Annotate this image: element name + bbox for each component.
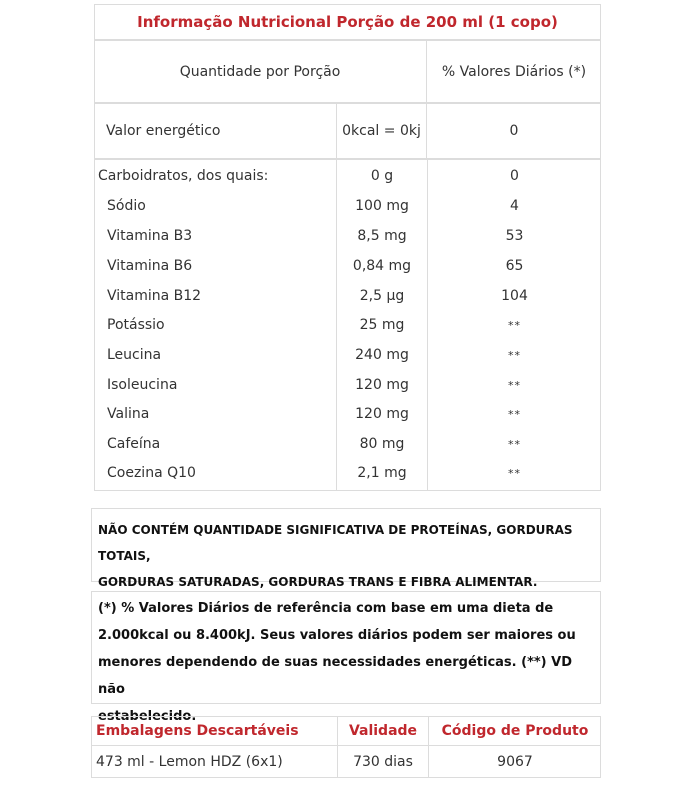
row-amount: 240 mg — [355, 347, 409, 363]
header-daily-values: % Valores Diários (*) — [441, 63, 587, 80]
row-name: Carboidratos, dos quais: — [98, 168, 269, 184]
row-name: Sódio — [107, 198, 146, 214]
row-name: Vitamina B6 — [107, 258, 193, 274]
notice-line: GORDURAS SATURADAS, GORDURAS TRANS E FIBRA ALIMENTAR. — [98, 575, 538, 589]
daily-values-footnote — [91, 591, 601, 724]
row-daily-value: ** — [508, 466, 521, 480]
row-amount: 0,84 mg — [352, 258, 412, 274]
row-daily-value: 65 — [505, 258, 524, 274]
row-daily-value: 0 — [509, 123, 519, 139]
row-amount: 120 mg — [355, 406, 409, 422]
row-name: Cafeína — [107, 436, 161, 452]
row-daily-value: ** — [508, 407, 521, 421]
row-name: Leucina — [107, 347, 162, 363]
product-code-value: 9067 — [497, 754, 533, 770]
row-name: Isoleucina — [107, 377, 178, 393]
row-amount: 0 g — [370, 168, 394, 184]
row-daily-value: 4 — [510, 198, 519, 214]
packaging-header: Embalagens Descartáveis — [96, 723, 299, 739]
row-daily-value: 53 — [505, 228, 524, 244]
row-amount: 80 mg — [359, 436, 405, 452]
footnote-line: 2.000kcal ou 8.400kJ. Seus valores diários podem ser maiores ou — [98, 628, 576, 643]
row-amount: 8,5 mg — [357, 228, 407, 244]
row-name: Valina — [107, 406, 150, 422]
packaging-value: 473 ml - Lemon HDZ (6x1) — [96, 754, 283, 770]
row-daily-value: ** — [508, 318, 521, 332]
row-amount: 2,5 µg — [359, 288, 405, 304]
row-daily-value: ** — [508, 437, 521, 451]
row-name: Valor energético — [106, 123, 221, 139]
nutrition-notice — [91, 508, 601, 589]
row-amount: 0kcal = 0kj — [336, 103, 427, 159]
footnote-line: (*) % Valores Diários de referência com base em uma dieta de — [98, 601, 554, 616]
row-name: Potássio — [107, 317, 165, 333]
row-amount: 2,1 mg — [357, 465, 407, 481]
row-daily-value: ** — [508, 378, 521, 392]
row-daily-value: 0 — [510, 168, 519, 184]
product-code-header: Código de Produto — [441, 723, 589, 739]
row-amount: 120 mg — [355, 377, 409, 393]
nutrition-title: Informação Nutricional Porção de 200 ml (1 copo) — [94, 4, 601, 40]
validity-value: 730 dias — [353, 754, 413, 770]
row-name: Vitamina B3 — [107, 228, 193, 244]
row-name: Coezina Q10 — [107, 465, 196, 481]
header-quantity: Quantidade por Porção — [94, 40, 427, 103]
row-amount: 100 mg — [355, 198, 409, 214]
footnote-line: estabelecido. — [98, 709, 197, 724]
footnote-line: menores dependendo de suas necessidades energéticas. (**) VD não — [98, 655, 572, 697]
row-name: Vitamina B12 — [107, 288, 202, 304]
row-amount: 25 mg — [359, 317, 405, 333]
validity-header: Validade — [348, 723, 418, 739]
row-daily-value: ** — [508, 348, 521, 362]
notice-line: NÃO CONTÉM QUANTIDADE SIGNIFICATIVA DE PROTEÍNAS, GORDURAS TOTAIS, — [98, 523, 573, 563]
row-daily-value: 104 — [501, 288, 528, 304]
